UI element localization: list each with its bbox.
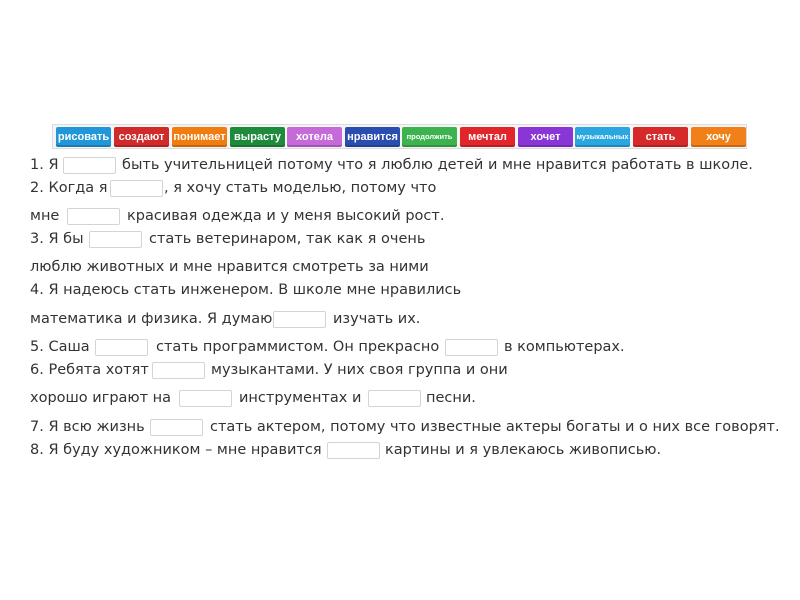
sentence-4-continuation: математика и физика. Я думаю — [30, 311, 273, 327]
word-chip-6[interactable]: нравится — [345, 127, 400, 147]
word-chip-12[interactable]: хочу — [691, 127, 746, 147]
word-chip-1[interactable]: рисовать — [56, 127, 111, 147]
sentence-6-end: песни. — [426, 390, 476, 406]
sentence-2-end: красивая одежда и у меня высокий рост. — [127, 208, 445, 224]
sentence-6-start: 6. Ребята хотят — [30, 362, 149, 378]
blank-9[interactable] — [179, 390, 232, 407]
sentence-5-start: 5. Саша — [30, 339, 90, 355]
blank-8[interactable] — [152, 362, 205, 379]
sentence-4-end: изучать их. — [333, 311, 421, 327]
sentence-1-start: 1. Я — [30, 157, 59, 173]
sentence-1-end: быть учительницей потому что я люблю детей и мне нравится работать в школе. — [122, 157, 753, 173]
word-chip-9[interactable]: хочет — [518, 127, 573, 147]
blank-5[interactable] — [273, 311, 326, 328]
blank-1[interactable] — [63, 157, 116, 174]
blank-7[interactable] — [445, 339, 498, 356]
word-bank — [52, 124, 747, 149]
sentence-5-end: в компьютерах. — [504, 339, 625, 355]
sentence-8-start: 8. Я буду художником – мне нравится — [30, 442, 322, 458]
word-chip-5[interactable]: хотела — [287, 127, 342, 147]
blank-12[interactable] — [327, 442, 380, 459]
blank-4[interactable] — [89, 231, 142, 248]
sentence-7-end: стать актером, потому что известные актеры богаты и о них все говорят. — [210, 419, 780, 435]
blank-11[interactable] — [150, 419, 203, 436]
blank-2[interactable] — [110, 180, 163, 197]
blank-10[interactable] — [368, 390, 421, 407]
word-chip-2[interactable]: создают — [114, 127, 169, 147]
sentence-4-start: 4. Я надеюсь стать инженером. В школе мне нравились — [30, 282, 462, 298]
word-chip-10[interactable]: музыкальных — [575, 127, 630, 147]
sentence-5-middle: стать программистом. Он прекрасно — [156, 339, 440, 355]
sentence-2-continuation: мне — [30, 208, 60, 224]
word-chip-11[interactable]: стать — [633, 127, 688, 147]
sentence-6-continuation: хорошо играют на — [30, 390, 172, 406]
sentence-3-middle: стать ветеринаром, так как я очень — [149, 231, 426, 247]
blank-6[interactable] — [95, 339, 148, 356]
sentence-7-start: 7. Я всю жизнь — [30, 419, 145, 435]
word-chip-7[interactable]: продолжить — [402, 127, 457, 147]
word-chip-4[interactable]: вырасту — [230, 127, 285, 147]
sentence-6-middle-2: инструментах и — [239, 390, 362, 406]
sentence-3-start: 3. Я бы — [30, 231, 84, 247]
sentence-6-middle: музыкантами. У них своя группа и они — [211, 362, 508, 378]
sentence-8-end: картины и я увлекаюсь живописью. — [385, 442, 662, 458]
blank-3[interactable] — [67, 208, 120, 225]
sentence-3-end: люблю животных и мне нравится смотреть за ними — [30, 259, 429, 275]
word-chip-8[interactable]: мечтал — [460, 127, 515, 147]
sentence-2-middle: , я хочу стать моделью, потому что — [164, 180, 437, 196]
word-chip-3[interactable]: понимает — [172, 127, 227, 147]
sentence-2-start: 2. Когда я — [30, 180, 108, 196]
